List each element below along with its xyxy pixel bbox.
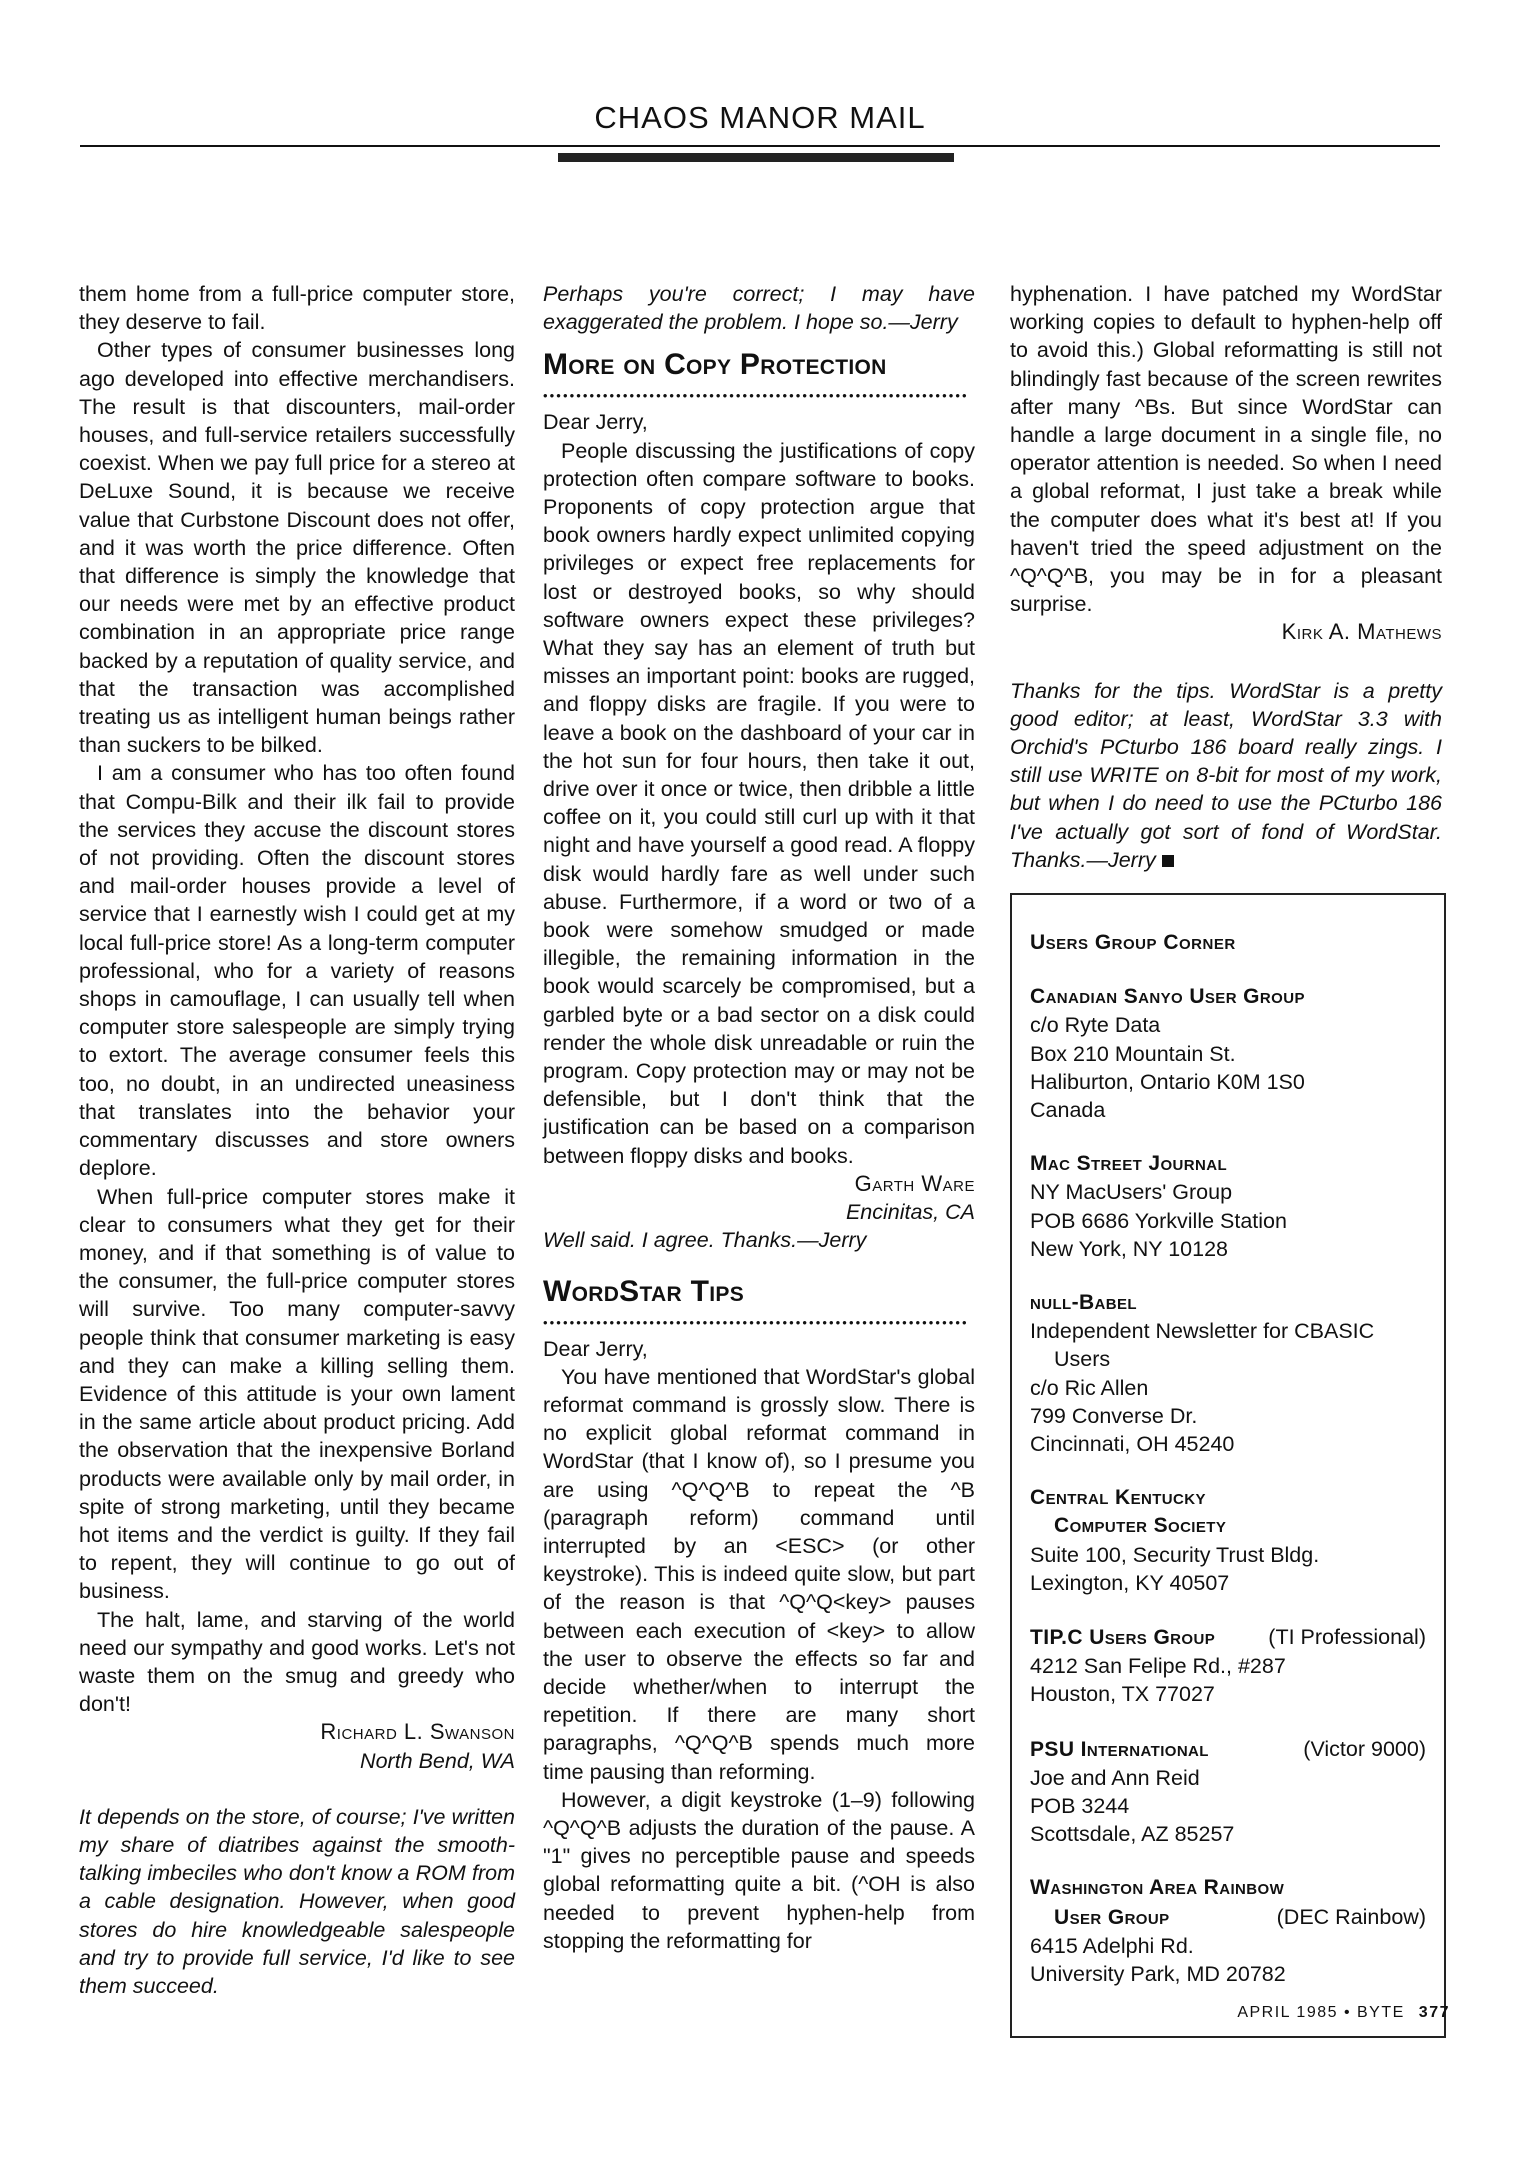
page-number: 377 — [1418, 2004, 1450, 2021]
group-system-note: (TI Professional) — [1268, 1625, 1426, 1650]
page-header-title: CHAOS MANOR MAIL — [594, 100, 926, 135]
letter-signature — [79, 1718, 515, 1774]
issue-label: APRIL 1985 • BYTE — [1237, 2004, 1405, 2021]
group-name-row — [1030, 1903, 1426, 1932]
users-group-corner-box — [1010, 893, 1446, 2038]
group-address-line: University Park, MD 20782 — [1030, 1962, 1286, 1987]
group-address-line: Canada — [1030, 1098, 1106, 1123]
end-of-article-mark — [1162, 855, 1174, 867]
section-title: More on Copy Protection — [543, 348, 887, 382]
paragraph: I am a consumer who has too often found that Compu-Bilk and their ilk fail to provide the services they accuse the discount stores of not providing. Often the discount stores and mail-order houses provide a level of service that I earnestly wish I could get at my local full-price store! As a long-term computer professional, who for a variety of reasons shops in camouflage, I can usually tell when computer store salespeople are simply trying to extort. The average consumer feels this too, no doubt, in an undirected uneasiness that translates into the behavior your commentary discusses and store owners deplore. — [79, 761, 515, 1181]
group-address-line: Independent Newsletter for CBASIC — [1030, 1319, 1375, 1344]
section-title: WordStar Tips — [543, 1274, 744, 1308]
group-name — [1030, 1484, 1426, 1540]
users-group-entry — [1030, 1289, 1426, 1458]
salutation: Dear Jerry, — [543, 410, 648, 435]
group-name: null-Babel — [1030, 1291, 1137, 1315]
users-group-entry — [1030, 1150, 1426, 1263]
group-address-line: 799 Converse Dr. — [1030, 1403, 1198, 1428]
salutation: Dear Jerry, — [543, 1336, 648, 1361]
group-system-note: (DEC Rainbow) — [1276, 1904, 1426, 1929]
group-address-line: POB 6686 Yorkville Station — [1030, 1208, 1287, 1233]
group-address-line: c/o Ric Allen — [1030, 1375, 1149, 1400]
paragraph: them home from a full-price computer store, they deserve to fail. — [79, 282, 515, 335]
group-name-line: User Group — [1054, 1905, 1170, 1929]
group-address-line: Scottsdale, AZ 85257 — [1030, 1822, 1235, 1847]
editor-reply-text: Thanks for the tips. WordStar is a pretty good editor; at least, WordStar 3.3 with Orchid's PCturbo 186 board really zings. I still use WRITE on 8-bit for most of my work, but when I do need to use the PCturbo 186 I've actually got sort of fond of WordStar. Thanks.—Jerry — [1010, 678, 1442, 872]
signature-location: Encinitas, CA — [845, 1200, 975, 1225]
group-address-line: POB 3244 — [1030, 1794, 1130, 1819]
dotted-rule: •••••••••••••••••••••••••••••••••••••••••••••••••••••••••••••••• — [543, 388, 969, 404]
group-address-line: Joe and Ann Reid — [1030, 1765, 1200, 1790]
signature-name: Kirk A. Mathews — [1281, 619, 1442, 645]
editor-reply: It depends on the store, of course; I've written my share of diatribes against the smooth-talking imbeciles who don't know a ROM from a cable designation. However, when good stores do hire knowledgeable salespeople and try to provide full service, I'd like to see them succeed. — [79, 1804, 515, 1998]
paragraph: The halt, lame, and starving of the world need our sympathy and good works. Let's not waste them on the smug and greedy who don't! — [79, 1607, 515, 1717]
users-group-entry — [1030, 1874, 1426, 1988]
group-address-line: Box 210 Mountain St. — [1030, 1041, 1236, 1066]
paragraph: Other types of consumer businesses long ago developed into effective merchandisers. The result is that discounters, mail-order houses, and full-service retailers successfully coexist. When we pay full price for a stereo at DeLuxe Sound, it is because we receive value that Curbstone Discount does not offer, and it was worth the price difference. Often that difference is simply the knowledge that our needs were met by an effective product combination in an appropriate price range backed by a reputation of quality service, and that the transaction was accomplished treating us as intelligent human beings rather than suckers to be bilked. — [79, 338, 515, 758]
editor-reply: Perhaps you're correct; I may have exaggerated the problem. I hope so.—Jerry — [543, 282, 975, 335]
letter-signature — [543, 1170, 975, 1226]
header-bar — [558, 153, 954, 162]
paragraph: However, a digit keystroke (1–9) following ^Q^Q^B adjusts the duration of the pause. A "1" gives no perceptible pause and speeds global reformatting quite a bit. (^OH is also needed to prevent hyphen-help from stopping the reformatting for — [543, 1787, 975, 1953]
group-address-line: 6415 Adelphi Rd. — [1030, 1933, 1194, 1958]
box-heading: Users Group Corner — [1030, 931, 1236, 954]
paragraph: You have mentioned that WordStar's global reformat command is grossly slow. There is no explicit global reformat command in WordStar (that I know of), so I presume you are using ^Q^Q^B to repeat the ^B (paragraph reform) command until interrupted by an <ESC> (or other keystroke). This is indeed quite slow, but part of the reason is that ^Q^Q<key> pauses between each execution of <key> to allow the user to observe the effects so far and decide whether/when to interrupt the repetition. If there are many short paragraphs, ^Q^Q^B spends much more time pausing than reforming. — [543, 1364, 975, 1784]
group-address-line: 4212 San Felipe Rd., #287 — [1030, 1654, 1286, 1679]
group-name: Mac Street Journal — [1030, 1152, 1228, 1176]
signature-location: North Bend, WA — [360, 1748, 515, 1773]
users-group-entry — [1030, 1623, 1426, 1709]
signature-name: Garth Ware — [854, 1170, 975, 1196]
group-address-line: Users — [1054, 1347, 1111, 1372]
group-name-line: Central Kentucky — [1030, 1486, 1206, 1510]
header-rule — [80, 145, 1440, 147]
group-address-line: c/o Ryte Data — [1030, 1013, 1161, 1038]
group-name: Washington Area Rainbow — [1030, 1876, 1285, 1900]
letter-signature — [1010, 618, 1442, 646]
column-3 — [1010, 280, 1442, 874]
users-group-entry — [1030, 983, 1426, 1124]
paragraph: When full-price computer stores make it clear to consumers what they get for their money, and if that something is of value to the consumer, the full-price computer stores will survive. Too many computer-savvy people think that consumer marketing is easy and they can make a killing selling them. Evidence of this attitude is your own lament in the same article about product pricing. Add the observation that the inexpensive Borland products were available only by mail order, in spite of strong marketing, until they became hot items and the verdict is guilty. If they fail to repent, they will continue to go out of business. — [79, 1184, 515, 1604]
group-name: TIP.C Users Group — [1030, 1626, 1216, 1650]
group-name-line: Computer Society — [1054, 1514, 1227, 1538]
group-address-line: Lexington, KY 40507 — [1030, 1570, 1230, 1595]
dotted-rule: •••••••••••••••••••••••••••••••••••••••••••••••••••••••••••••••• — [543, 1314, 969, 1330]
column-2 — [543, 280, 975, 1955]
users-group-entry — [1030, 1735, 1426, 1849]
editor-reply — [1010, 677, 1442, 874]
page-footer — [1237, 2004, 1450, 2022]
editor-reply: Well said. I agree. Thanks.—Jerry — [543, 1228, 867, 1253]
group-address-line: Suite 100, Security Trust Bldg. — [1030, 1542, 1320, 1567]
group-address-line: NY MacUsers' Group — [1030, 1180, 1233, 1205]
group-address-line: Haliburton, Ontario K0M 1S0 — [1030, 1069, 1305, 1094]
group-name-row — [1030, 1735, 1426, 1764]
users-group-entry — [1030, 1484, 1426, 1597]
paragraph: hyphenation. I have patched my WordStar working copies to default to hyphen-help off to avoid this.) Global reformatting is still not blindingly fast because of the screen rewrites after many ^Bs. But since WordStar can handle a large document in a single file, no operator attention is needed. So when I need a global reformat, I just take a break while the computer does what it's best at! If you haven't tried the speed adjustment on the ^Q^Q^B, you may be in for a pleasant surprise. — [1010, 282, 1442, 617]
group-address-line: Houston, TX 77027 — [1030, 1682, 1215, 1707]
group-address-line: New York, NY 10128 — [1030, 1236, 1229, 1261]
group-system-note: (Victor 9000) — [1303, 1736, 1426, 1761]
group-name: Canadian Sanyo User Group — [1030, 985, 1305, 1009]
column-1 — [79, 280, 515, 2000]
signature-name: Richard L. Swanson — [320, 1719, 515, 1745]
group-name-row — [1030, 1623, 1426, 1652]
group-address-line: Cincinnati, OH 45240 — [1030, 1432, 1235, 1457]
paragraph: People discussing the justifications of copy protection often compare software to books. Proponents of copy protection argue that book owners hardly expect unlimited copying privileges or expect free replacements for lost or destroyed books, so why should software owners expect these privileges? What they say has an element of truth but misses an important point: books are rugged, and floppy disks are fragile. If you were to leave a book on the dashboard of your car in the hot sun for four hours, then take it out, drive over it once or twice, then dribble a little coffee on it, you could still curl up with it that night and have yourself a good read. A floppy disk would hardly fare as well under such abuse. Furthermore, if a word or two of a book were somehow smudged or made illegible, the remaining information in the book would scarcely be compromised, but a garbled byte or a bad sector on a disk could render the whole disk unreadable or ruin the program. Copy protection may or may not be defensible, but I don't think that the justification can be based on a comparison between floppy disks and books. — [543, 438, 975, 1168]
group-name: PSU International — [1030, 1737, 1209, 1761]
